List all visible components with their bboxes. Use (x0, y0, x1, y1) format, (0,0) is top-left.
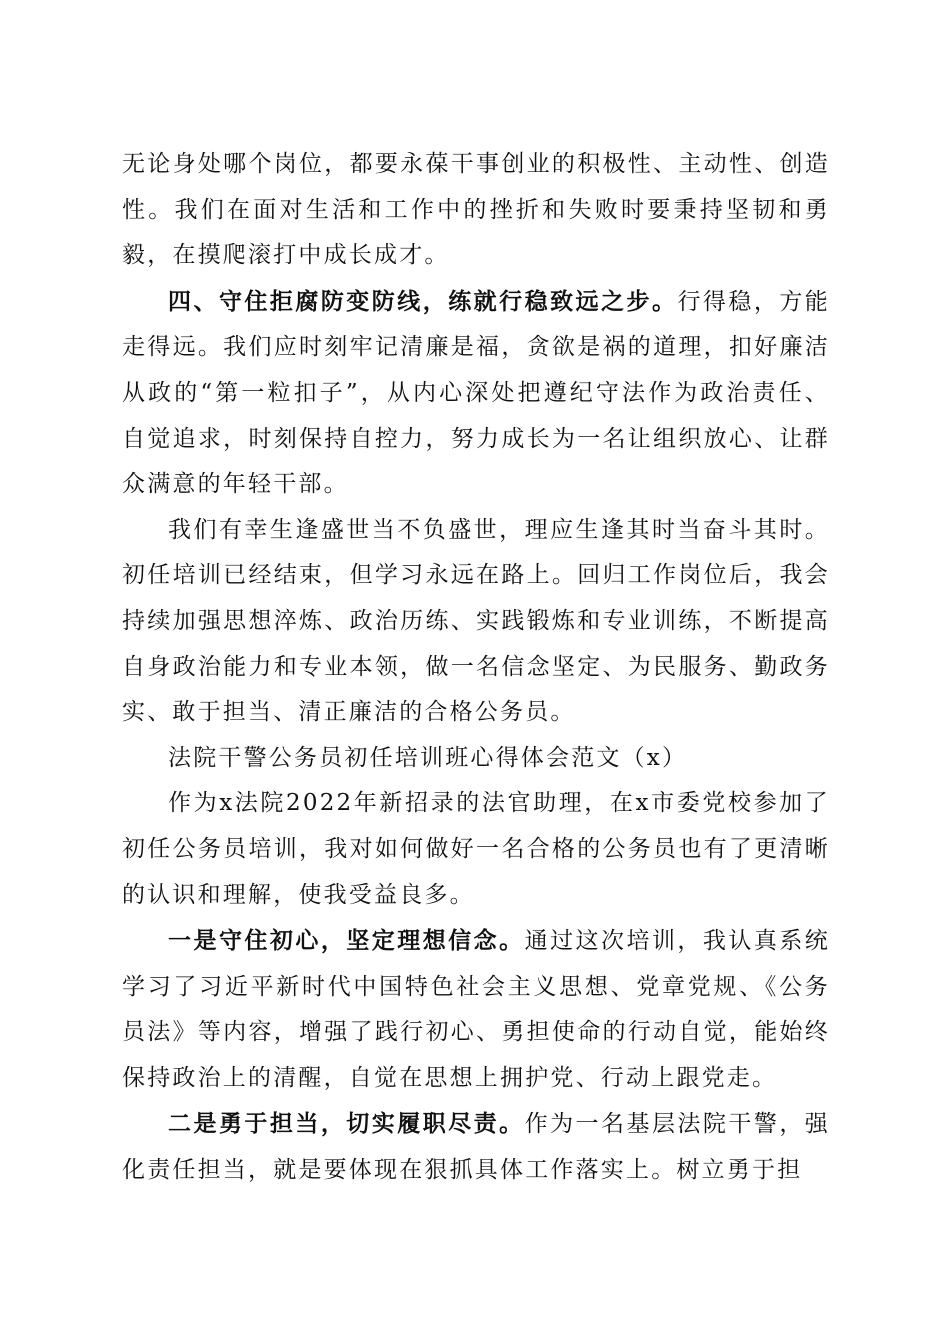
article-title: 法院干警公务员初任培训班心得体会范文（x） (168, 744, 688, 771)
paragraph-intro: 作为x法院2022年新招录的法官助理，在x市委党校参加了初任公务员培训，我对如何做好一名合格的公务员也有了更清晰的认识和理解，使我受益良多。 (122, 790, 830, 908)
document-body (122, 142, 830, 1194)
point-two-heading: 二是勇于担当，切实履职尽责。 (168, 1110, 525, 1138)
point-two-body: 作为一名基层法院干警，强化责任担当，就是要体现在狠抓具体工作落实上。树立勇于担 (122, 1111, 830, 1184)
paragraph-point-two (122, 1101, 830, 1193)
paragraph-continuation: 无论身处哪个岗位，都要永葆干事创业的积极性、主动性、创造性。我们在面对生活和工作中的挫折和失败时要秉持坚韧和勇毅，在摸爬滚打中成长成才。 (122, 151, 830, 269)
section-four-heading: 四、守住拒腐防变防线，练就行稳致远之步。 (168, 287, 678, 315)
point-one-body: 通过这次培训，我认真系统学习了习近平新时代中国特色社会主义思想、党章党规、《公务员法》等内容，增强了践行初心、勇担使命的行动自觉，能始终保持政治上的清醒，自觉在思想上拥护党、行动上跟党走。 (122, 928, 830, 1091)
point-one-heading: 一是守住初心，坚定理想信念。 (168, 927, 525, 955)
section-four-body: 行得稳，方能走得远。我们应时刻牢记清廉是福，贪欲是祸的道理，扣好廉洁从政的“第一粒扣子”，从内心深处把遵纪守法作为政治责任、自觉追求，时刻保持自控力，努力成长为一名让组织放心、让群众满意的年轻干部。 (122, 288, 830, 498)
paragraph-conclusion: 我们有幸生逢盛世当不负盛世，理应生逢其时当奋斗其时。初任培训已经结束，但学习永远在路上。回归工作岗位后，我会持续加强思想淬炼、政治历练、实践锻炼和专业训练，不断提高自身政治能力和专业本领，做一名信念坚定、为民服务、勤政务实、敢于担当、清正廉洁的合格公务员。 (122, 516, 830, 726)
paragraph-section-four (122, 279, 830, 508)
paragraph-point-one (122, 918, 830, 1101)
